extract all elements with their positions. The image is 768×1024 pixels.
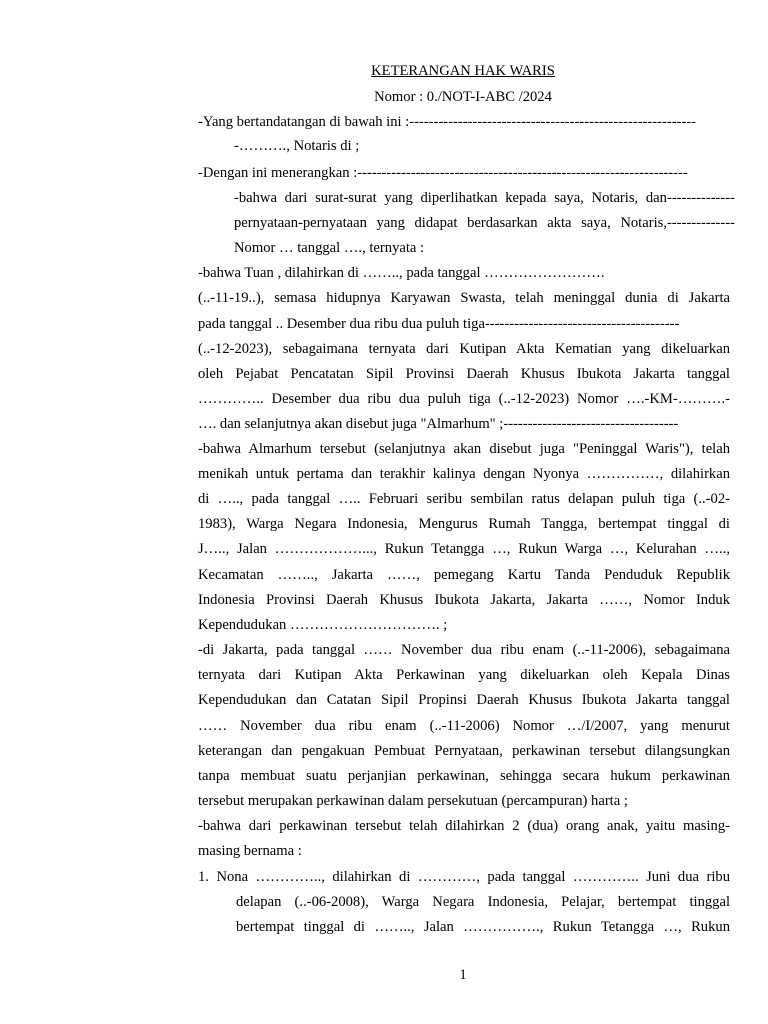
text-line: …. dan selanjutnya akan disebut juga "Almarhum" ;------------------------------------ [198, 416, 679, 432]
text-line: -di Jakarta, pada tanggal …… November dua ribu enam (..-11-2006), sebagaimana [198, 642, 730, 658]
text-line: di ….., pada tanggal ….. Februari seribu sembilan ratus delapan puluh tiga (..-02- [198, 491, 730, 507]
text-line: J….., Jalan ………………..., Rukun Tetangga …, Rukun Warga …, Kelurahan ….., [198, 541, 730, 557]
document-title: KETERANGAN HAK WARIS [371, 63, 555, 79]
text-line: tersebut merupakan perkawinan dalam persekutuan (percampuran) harta ; [198, 793, 628, 809]
text-line: ternyata dari Kutipan Akta Perkawinan yang dikeluarkan oleh Kepala Dinas [198, 667, 730, 683]
text-line: pada tanggal .. Desember dua ribu dua puluh tiga---------------------------------------- [198, 316, 680, 332]
text-line: Nomor … tanggal …., ternyata : [234, 240, 425, 256]
list-item-continuation: bertempat tinggal di …….., Jalan ……………., Rukun Tetangga …, Rukun [236, 919, 730, 935]
text-line: menikah untuk pertama dan terakhir kalinya dengan Nyonya ……………, dilahirkan [198, 466, 730, 482]
text-line: Indonesia Provinsi Daerah Khusus Ibukota Jakarta, Jakarta ……, Nomor Induk [198, 592, 730, 608]
list-item-continuation: delapan (..-06-2008), Warga Negara Indonesia, Pelajar, bertempat tinggal [236, 894, 730, 910]
text-line: oleh Pejabat Pencatatan Sipil Provinsi Daerah Khusus Ibukota Jakarta tanggal [198, 366, 730, 382]
page-number: 1 [459, 967, 467, 983]
text-line: (..-12-2023), sebagaimana ternyata dari Kutipan Akta Kematian yang dikeluarkan [198, 341, 730, 357]
list-item: 1. Nona ………….., dilahirkan di …………, pada tanggal ………….. Juni dua ribu [198, 869, 730, 885]
text-line: tanpa membuat suatu perjanjian perkawinan, sehingga secara hukum perkawinan [198, 768, 730, 784]
text-line: keterangan dan pengakuan Pembuat Pernyataan, perkawinan tersebut dilangsungkan [198, 743, 730, 759]
text-line: …… November dua ribu enam (..-11-2006) Nomor …/I/2007, yang menurut [198, 718, 730, 734]
text-line: -Dengan ini menerangkan :-------------------------------------------------------------------- [198, 165, 688, 181]
text-line: -bahwa Tuan , dilahirkan di …….., pada tanggal ……………………. [198, 265, 605, 281]
text-line: pernyataan-pernyataan yang didapat berdasarkan akta saya, Notaris,-------------- [234, 215, 735, 231]
text-line: masing bernama : [198, 843, 302, 859]
text-line: Kependudukan dan Catatan Sipil Propinsi Daerah Khusus Ibukota Jakarta tanggal [198, 692, 730, 708]
text-line: -bahwa Almarhum tersebut (selanjutnya akan disebut juga "Peninggal Waris"), telah [198, 441, 730, 457]
text-line: 1983), Warga Negara Indonesia, Mengurus Rumah Tangga, bertempat tinggal di [198, 516, 730, 532]
text-line: -bahwa dari perkawinan tersebut telah dilahirkan 2 (dua) orang anak, yaitu masing- [198, 818, 730, 834]
document-number: Nomor : 0./NOT-I-ABC /2024 [374, 89, 552, 105]
text-line: -………., Notaris di ; [234, 138, 360, 154]
text-line: -Yang bertandatangan di bawah ini :----------------------------------------------------------- [198, 114, 697, 130]
text-line: (..-11-19..), semasa hidupnya Karyawan Swasta, telah meninggal dunia di Jakarta [198, 290, 730, 306]
text-line: -bahwa dari surat-surat yang diperlihatkan kepada saya, Notaris, dan-------------- [234, 190, 735, 206]
text-line: ………….. Desember dua ribu dua puluh tiga (..-12-2023) Nomor ….-KM-……….- [198, 391, 730, 407]
text-line: Kependudukan …………………………. ; [198, 617, 448, 633]
text-line: Kecamatan …….., Jakarta ……, pemegang Kartu Tanda Penduduk Republik [198, 567, 730, 583]
